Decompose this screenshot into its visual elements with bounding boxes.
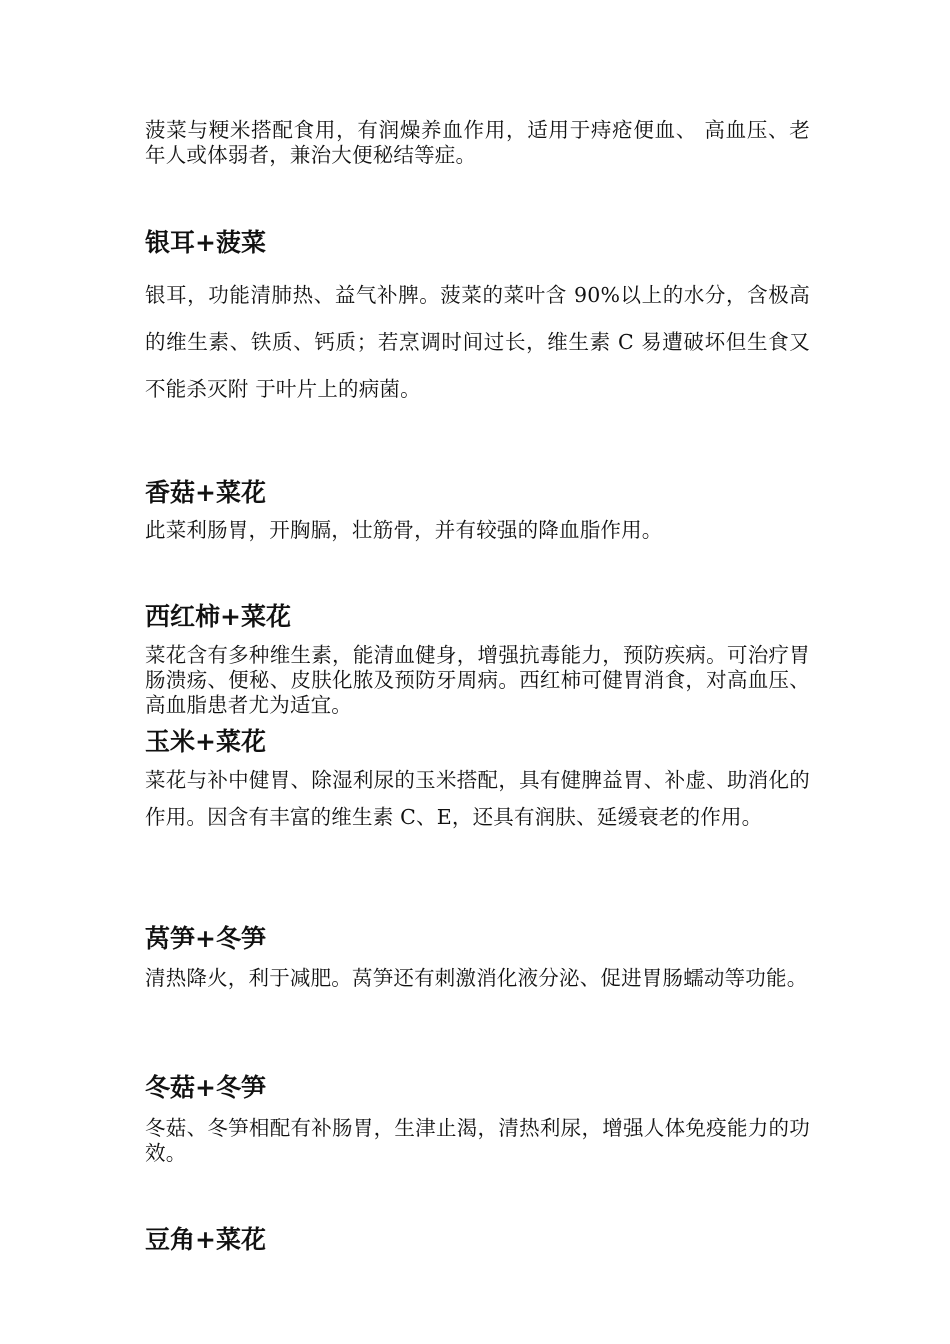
section-text-donggu-dongsun: 冬菇、冬笋相配有补肠胃，生津止渴，清热利尿，增强人体免疫能力的功效。 bbox=[145, 1116, 810, 1165]
section-title-wosun-dongsun: 莴笋+冬笋 bbox=[145, 924, 266, 953]
intro-paragraph: 菠菜与粳米搭配食用，有润燥养血作用，适用于痔疮便血、 高血压、老年人或体弱者，兼治大便秘结等症。 bbox=[145, 118, 810, 167]
section-title-xianggu-caihua: 香菇+菜花 bbox=[145, 478, 266, 507]
section-title-doujiao-caihua: 豆角+菜花 bbox=[145, 1225, 266, 1254]
section-title-xihongshi-caihua: 西红柿+菜花 bbox=[145, 602, 291, 631]
section-text-yiner-bocai: 银耳，功能清肺热、益气补脾。菠菜的菜叶含 90%以上的水分，含极高的维生素、铁质、钙质；若烹调时间过长，维生素 C 易遭破坏但生食又不能杀灭附 于叶片上的病菌。 bbox=[145, 283, 810, 401]
section-title-donggu-dongsun: 冬菇+冬笋 bbox=[145, 1073, 266, 1102]
section-text-yumi-caihua: 菜花与补中健胃、除湿利尿的玉米搭配，具有健脾益胃、补虚、助消化的作用。因含有丰富的维生素 C、E，还具有润肤、延缓衰老的作用。 bbox=[145, 768, 810, 829]
section-text-xianggu-caihua: 此菜利肠胃，开胸膈，壮筋骨，并有较强的降血脂作用。 bbox=[145, 518, 663, 542]
section-title-yumi-caihua: 玉米+菜花 bbox=[145, 727, 266, 756]
section-text-wosun-dongsun: 清热降火，利于减肥。莴笋还有刺激消化液分泌、促进胃肠蠕动等功能。 bbox=[145, 966, 808, 990]
section-title-yiner-bocai: 银耳+菠菜 bbox=[145, 228, 266, 257]
section-text-xihongshi-caihua: 菜花含有多种维生素，能清血健身，增强抗毒能力，预防疾病。可治疗胃肠溃疡、便秘、皮肤化脓及预防牙周病。西红柿可健胃消食，对高血压、高血脂患者尤为适宜。 bbox=[145, 643, 810, 717]
